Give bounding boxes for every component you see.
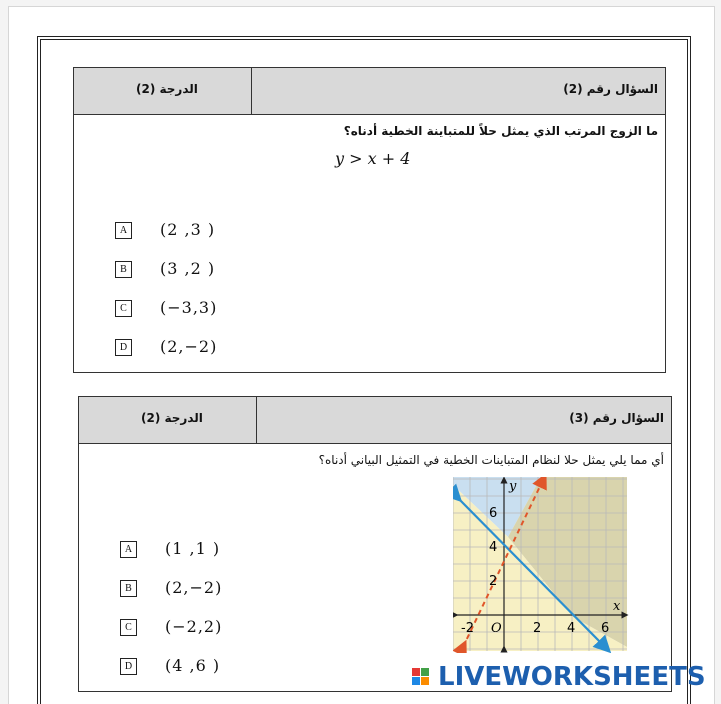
question-3-prompt: أي مما يلي يمثل حلا لنظام المتباينات الخطية في التمثيل البياني أدناه؟	[318, 453, 664, 467]
option-a-value: (2 ,3 )	[160, 220, 216, 239]
x-tick-4: 4	[567, 621, 576, 636]
inequality-graph	[453, 477, 629, 653]
x-axis-label: x	[613, 599, 621, 614]
liveworksheets-logo-icon	[412, 662, 438, 692]
question-2-title: السؤال رقم (2)	[563, 82, 658, 96]
y-tick-2: 2	[489, 574, 498, 589]
option-b-box[interactable]: B	[115, 261, 132, 278]
question-2-box	[73, 67, 666, 373]
y-tick-4: 4	[489, 540, 498, 555]
option-c-box[interactable]: C	[115, 300, 132, 317]
x-tick-2: 2	[533, 621, 542, 636]
option-a-value: (1 ,1 )	[165, 539, 221, 558]
option-d-value: (4 ,6 )	[165, 656, 221, 675]
question-3-box	[78, 396, 672, 692]
x-tick-6: 6	[601, 621, 610, 636]
option-c-value: (−2,2)	[165, 617, 223, 636]
option-c-value: (−3,3)	[160, 298, 218, 317]
option-a-box[interactable]: A	[115, 222, 132, 239]
option-b-value: (2,−2)	[165, 578, 223, 597]
y-tick-6: 6	[489, 506, 498, 521]
option-d-value: (2,−2)	[160, 337, 218, 356]
option-b-box[interactable]: B	[120, 580, 137, 597]
question-3-title: السؤال رقم (3)	[569, 411, 664, 425]
y-axis-label: y	[509, 479, 517, 494]
x-tick-neg2: -2	[461, 621, 474, 636]
option-d-box[interactable]: D	[115, 339, 132, 356]
option-c-box[interactable]: C	[120, 619, 137, 636]
origin-label: O	[491, 621, 502, 636]
question-2-header	[74, 68, 665, 115]
option-b-value: (3 ,2 )	[160, 259, 216, 278]
question-2-prompt: ما الزوج المرتب الذي يمثل حلاً للمتباينة الخطية أدناه؟	[343, 124, 658, 138]
question-3-grade: الدرجة (2)	[141, 411, 203, 425]
question-2-grade: الدرجة (2)	[136, 82, 198, 96]
question-3-header	[79, 397, 671, 444]
option-a-box[interactable]: A	[120, 541, 137, 558]
liveworksheets-logo-text[interactable]: LIVEWORKSHEETS	[438, 662, 706, 692]
option-d-box[interactable]: D	[120, 658, 137, 675]
question-2-inequality: y > x + 4	[335, 149, 411, 168]
